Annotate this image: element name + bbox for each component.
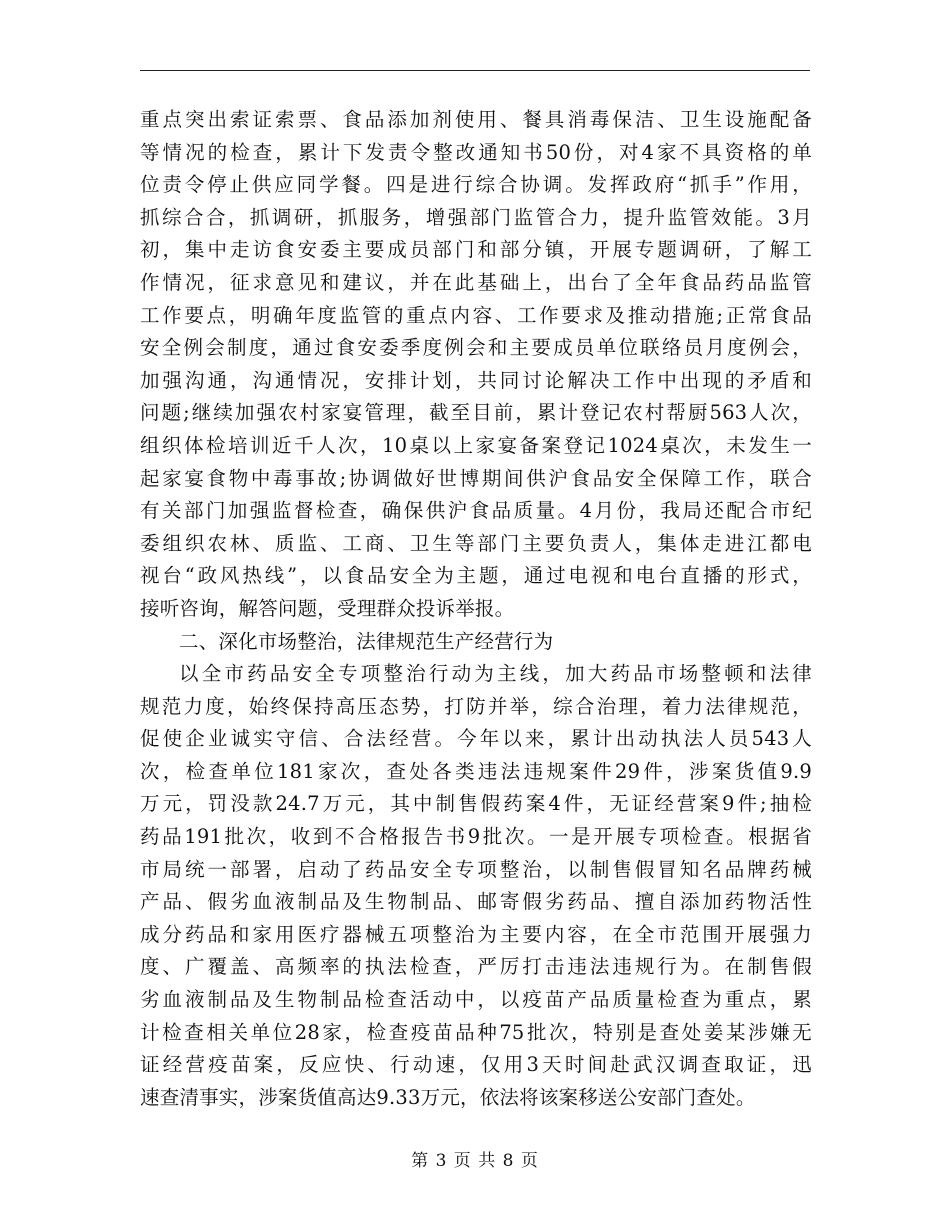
text-line: 劣血液制品及生物制品检查活动中，以疫苗产品质量检查为重点，累	[140, 988, 812, 1012]
text-line: 作情况，征求意见和建议，并在此基础上，出台了全年食品药品监管	[140, 270, 812, 294]
section-heading: 二、深化市场整治，法律规范生产经营行为	[179, 629, 554, 653]
text-line: 速查清事实，涉案货值高达9.33万元，依法将该案移送公安部门查处。	[140, 1085, 756, 1109]
text-line: 接听咨询，解答问题，受理群众投诉举报。	[140, 596, 515, 620]
text-line: 证经营疫苗案，反应快、行动速，仅用3天时间赴武汉调查取证，迅	[140, 1053, 812, 1077]
document-body	[140, 104, 812, 1114]
text-line: 加强沟通，沟通情况，安排计划，共同讨论解决工作中出现的矛盾和	[140, 368, 812, 392]
text-line: 初，集中走访食安委主要成员部门和部分镇，开展专题调研，了解工	[140, 238, 812, 262]
text-line: 工作要点，明确年度监管的重点内容、工作要求及推动措施;正常食品	[140, 303, 812, 327]
page-footer: 第 3 页 共 8 页	[411, 1151, 539, 1171]
text-line: 万元，罚没款24.7万元，其中制售假药案4件，无证经营案9件;抽检	[140, 792, 812, 816]
text-line: 位责令停止供应同学餐。四是进行综合协调。发挥政府“抓手”作用，	[140, 173, 812, 197]
text-line: 规范力度，始终保持高压态势，打防并举，综合治理，着力法律规范，	[140, 694, 812, 718]
text-line: 安全例会制度，通过食安委季度例会和主要成员单位联络员月度例会，	[140, 336, 812, 360]
header-rule	[140, 70, 810, 71]
text-line: 次，检查单位181家次，查处各类违法违规案件29件，涉案货值9.9	[140, 759, 812, 783]
text-line: 市局统一部署，启动了药品安全专项整治，以制售假冒知名品牌药械	[140, 857, 812, 881]
text-line: 药品191批次，收到不合格报告书9批次。一是开展专项检查。根据省	[140, 825, 812, 849]
text-line: 促使企业诚实守信、合法经营。今年以来，累计出动执法人员543人	[140, 727, 812, 751]
text-line: 以全市药品安全专项整治行动为主线，加大药品市场整顿和法律	[179, 662, 812, 686]
text-line: 组织体检培训近千人次，10桌以上家宴备案登记1024桌次，未发生一	[140, 433, 812, 457]
text-line: 重点突出索证索票、食品添加剂使用、餐具消毒保洁、卫生设施配备	[140, 108, 812, 131]
text-line: 视台“政风热线”，以食品安全为主题，通过电视和电台直播的形式，	[140, 564, 812, 588]
text-line: 计检查相关单位28家，检查疫苗品种75批次，特别是查处姜某涉嫌无	[140, 1020, 812, 1044]
text-line: 度、广覆盖、高频率的执法检查，严厉打击违法违规行为。在制售假	[140, 955, 812, 979]
text-line: 成分药品和家用医疗器械五项整治为主要内容，在全市范围开展强力	[140, 922, 812, 946]
text-line: 有关部门加强监督检查，确保供沪食品质量。4月份，我局还配合市纪	[140, 499, 812, 523]
text-line: 委组织农林、质监、工商、卫生等部门主要负责人，集体走进江都电	[140, 531, 812, 555]
text-line: 问题;继续加强农村家宴管理，截至目前，累计登记农村帮厨563人次，	[140, 401, 812, 425]
text-line: 产品、假劣血液制品及生物制品、邮寄假劣药品、擅自添加药物活性	[140, 890, 812, 914]
text-line: 等情况的检查，累计下发责令整改通知书50份，对4家不具资格的单	[140, 140, 812, 164]
text-line: 起家宴食物中毒事故;协调做好世博期间供沪食品安全保障工作，联合	[140, 466, 812, 490]
text-line: 抓综合合，抓调研，抓服务，增强部门监管合力，提升监管效能。3月	[140, 205, 812, 229]
